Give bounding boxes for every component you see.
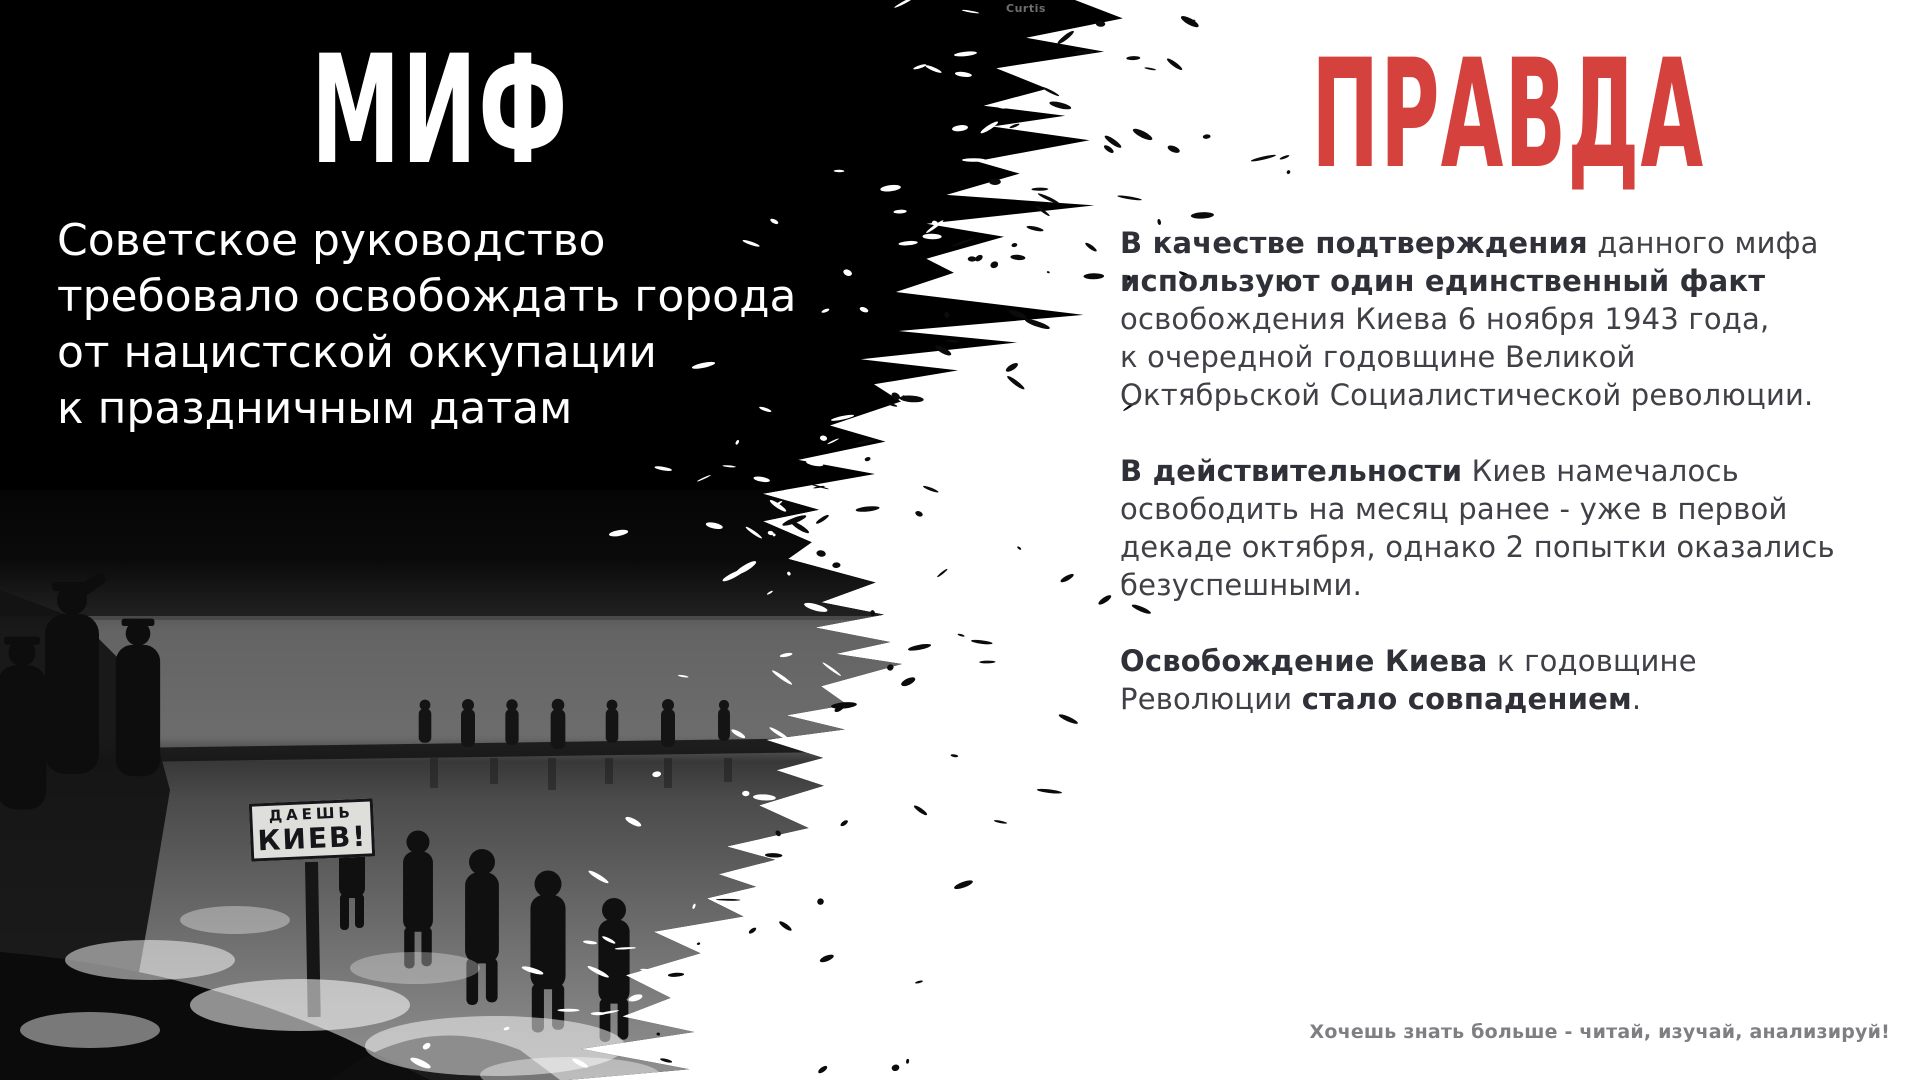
truth-paragraph	[1120, 452, 1920, 604]
truth-segment: В качестве подтверждения	[1120, 226, 1588, 260]
truth-segment: используют один единственный факт	[1120, 264, 1766, 298]
truth-paragraph	[1120, 642, 1920, 718]
truth-segment: Октябрьской Социалистической революции.	[1120, 378, 1814, 412]
truth-section-title	[1128, 28, 1888, 202]
kyiv-sign-line1: ДАЕШЬ	[268, 803, 355, 825]
truth-segment: стало совпадением	[1301, 682, 1632, 716]
truth-line	[1120, 376, 1920, 414]
truth-segment: безуспешными.	[1120, 568, 1362, 602]
myth-text-line: к праздничным датам	[57, 383, 573, 434]
photo-illustration	[0, 490, 1080, 1080]
truth-line	[1120, 452, 1920, 490]
truth-segment: декаде октября, однако 2 попытки оказались	[1120, 530, 1835, 564]
truth-line	[1120, 224, 1920, 262]
truth-line	[1120, 680, 1920, 718]
truth-line	[1120, 338, 1920, 376]
truth-line	[1120, 300, 1920, 338]
watermark-text: Curtis	[1006, 2, 1046, 15]
kyiv-sign	[249, 798, 375, 861]
smoke-sky	[0, 490, 1080, 620]
far-shore	[0, 608, 1080, 616]
kyiv-sign-line2: КИЕВ!	[256, 819, 368, 858]
truth-line	[1120, 262, 1920, 300]
truth-segment: освобождения Киева 6 ноября 1943 года,	[1120, 302, 1770, 336]
truth-segment: Освобождение Киева	[1120, 644, 1488, 678]
truth-segment: Революции	[1120, 682, 1302, 716]
myth-section-title	[0, 24, 880, 198]
truth-segment: .	[1631, 682, 1642, 716]
truth-line	[1120, 528, 1920, 566]
footer-note: Хочешь знать больше - читай, изучай, анализируй!	[1309, 1021, 1890, 1043]
truth-line	[1120, 642, 1920, 680]
myth-text	[57, 213, 857, 437]
truth-paragraph	[1120, 224, 1920, 414]
truth-segment: к годовщине	[1487, 644, 1697, 678]
myth-title: МИФ	[311, 24, 569, 198]
truth-segment: данного мифа	[1587, 226, 1819, 260]
truth-segment: к очередной годовщине Великой	[1120, 340, 1636, 374]
river-water	[0, 616, 1080, 736]
truth-line	[1120, 566, 1920, 604]
myth-text-line: Советское руководство	[57, 215, 606, 266]
myth-text-line: требовало освобождать города	[57, 271, 797, 322]
truth-segment: Киев намечалось	[1462, 454, 1739, 488]
truth-segment: освободить на месяц ранее - уже в первой	[1120, 492, 1788, 526]
truth-segment: В действительности	[1120, 454, 1463, 488]
truth-paragraphs	[1120, 224, 1920, 756]
truth-line	[1120, 490, 1920, 528]
truth-title: ПРАВДА	[1311, 28, 1705, 202]
myth-text-line: от нацистской оккупации	[57, 327, 657, 378]
